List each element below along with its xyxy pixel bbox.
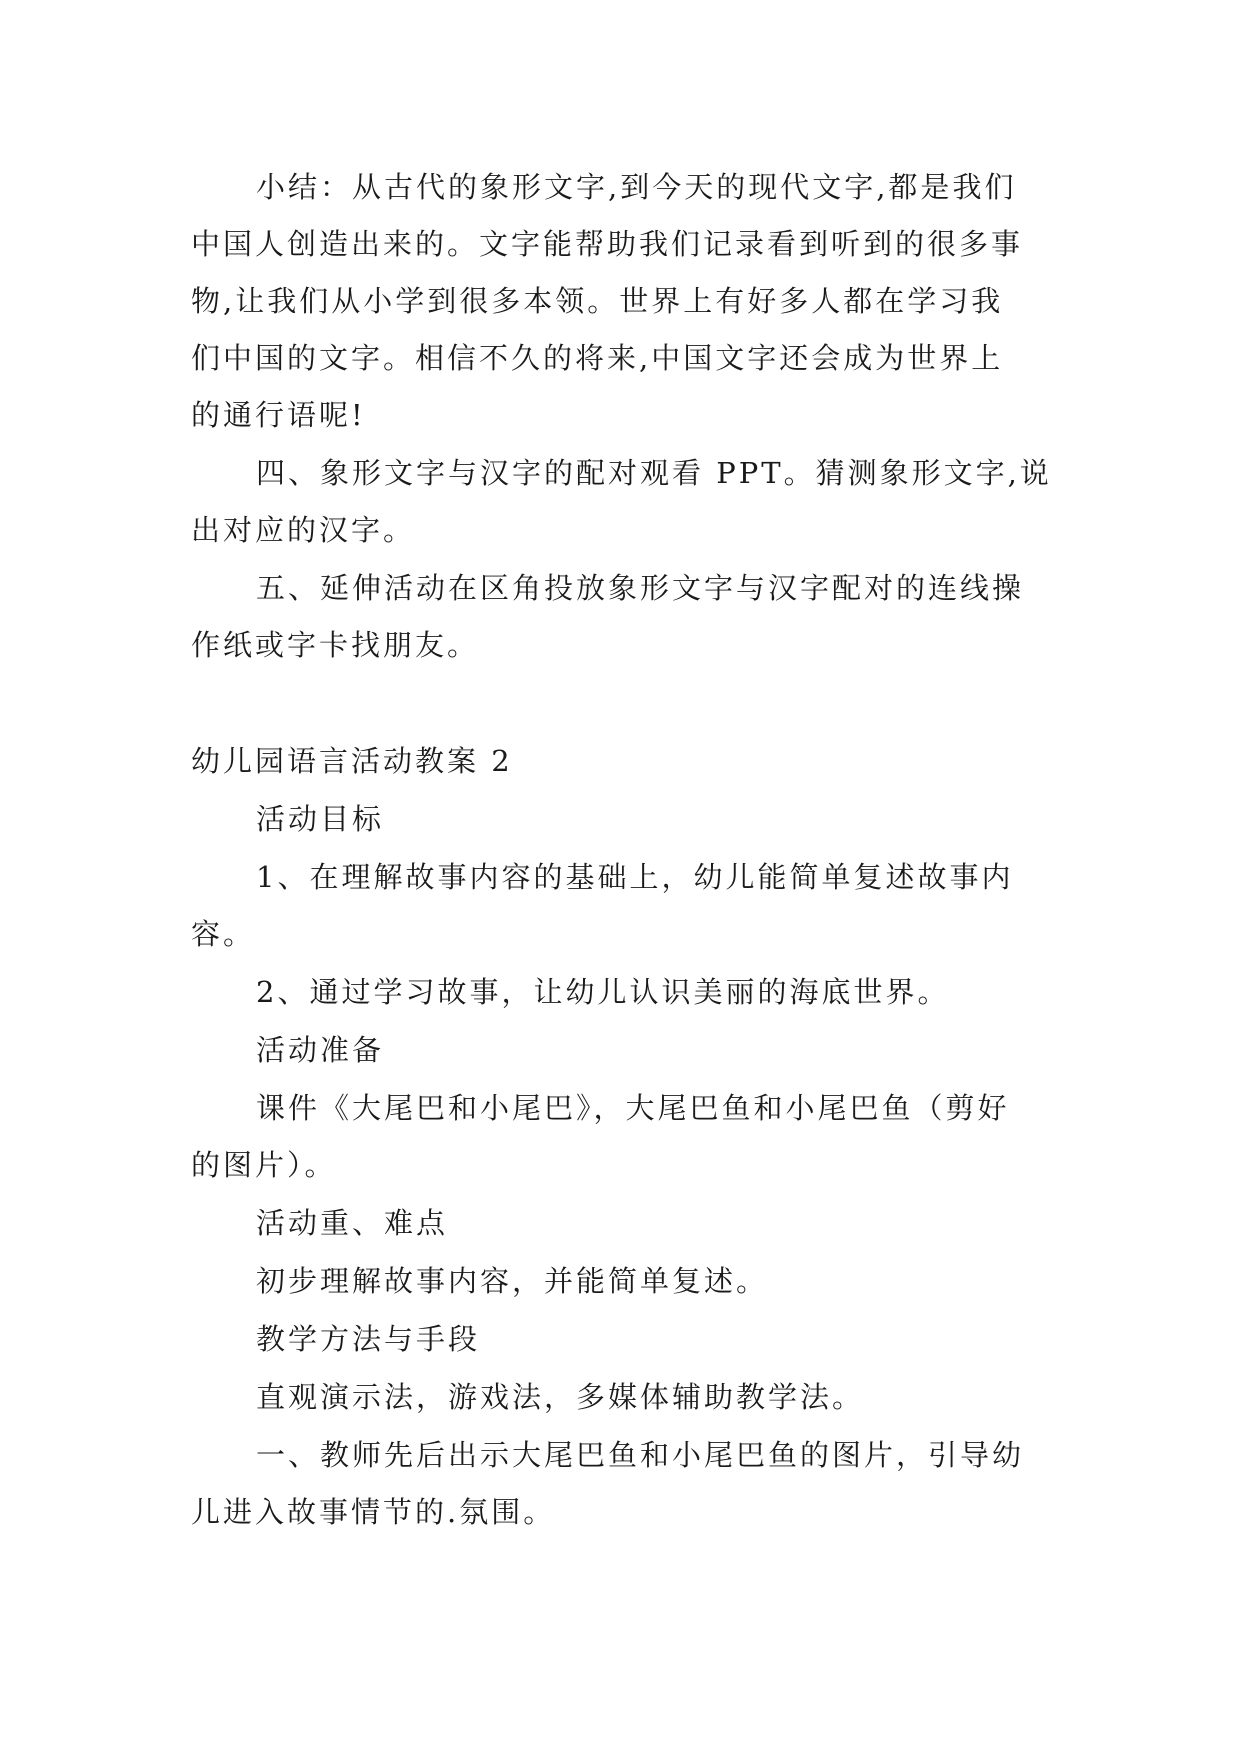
paragraph-step-five-line-2: 作纸或字卡找朋友。 bbox=[191, 628, 480, 662]
paragraph-summary-line-5: 的通行语呢! bbox=[191, 398, 366, 432]
goal-one-line-2: 容。 bbox=[191, 917, 256, 951]
heading-key-points: 活动重、难点 bbox=[256, 1206, 449, 1240]
paragraph-summary-line-1: 小结：从古代的象形文字,到今天的现代文字,都是我们 bbox=[256, 170, 1017, 204]
preparation-line-2: 的图片）。 bbox=[191, 1148, 337, 1182]
step-one-line-2: 儿进入故事情节的.氛围。 bbox=[191, 1495, 556, 1529]
step-one-line-1: 一、教师先后出示大尾巴鱼和小尾巴鱼的图片，引导幼 bbox=[256, 1438, 1025, 1472]
paragraph-summary-line-3: 物,让我们从小学到很多本领。世界上有好多人都在学习我 bbox=[191, 284, 1004, 318]
preparation-line-1: 课件《大尾巴和小尾巴》，大尾巴鱼和小尾巴鱼（剪好 bbox=[256, 1091, 1010, 1125]
goal-one-line-1: 1、在理解故事内容的基础上，幼儿能简单复述故事内 bbox=[256, 860, 1014, 894]
key-points-text: 初步理解故事内容，并能简单复述。 bbox=[256, 1264, 769, 1298]
paragraph-step-four-line-2: 出对应的汉字。 bbox=[191, 513, 416, 547]
section-heading: 幼儿园语言活动教案 2 bbox=[191, 744, 513, 778]
paragraph-summary-line-2: 中国人创造出来的。文字能帮助我们记录看到听到的很多事 bbox=[191, 227, 1024, 261]
paragraph-summary-line-4: 们中国的文字。相信不久的将来,中国文字还会成为世界上 bbox=[191, 341, 1004, 375]
heading-teaching-methods: 教学方法与手段 bbox=[256, 1322, 481, 1356]
goal-two: 2、通过学习故事，让幼儿认识美丽的海底世界。 bbox=[256, 975, 950, 1009]
heading-activity-preparation: 活动准备 bbox=[256, 1033, 385, 1067]
paragraph-step-five-line-1: 五、延伸活动在区角投放象形文字与汉字配对的连线操 bbox=[256, 571, 1025, 605]
teaching-methods-text: 直观演示法，游戏法，多媒体辅助教学法。 bbox=[256, 1380, 865, 1414]
heading-activity-goals: 活动目标 bbox=[256, 802, 385, 836]
paragraph-step-four-line-1: 四、象形文字与汉字的配对观看 PPT。猜测象形文字,说 bbox=[256, 456, 1052, 490]
